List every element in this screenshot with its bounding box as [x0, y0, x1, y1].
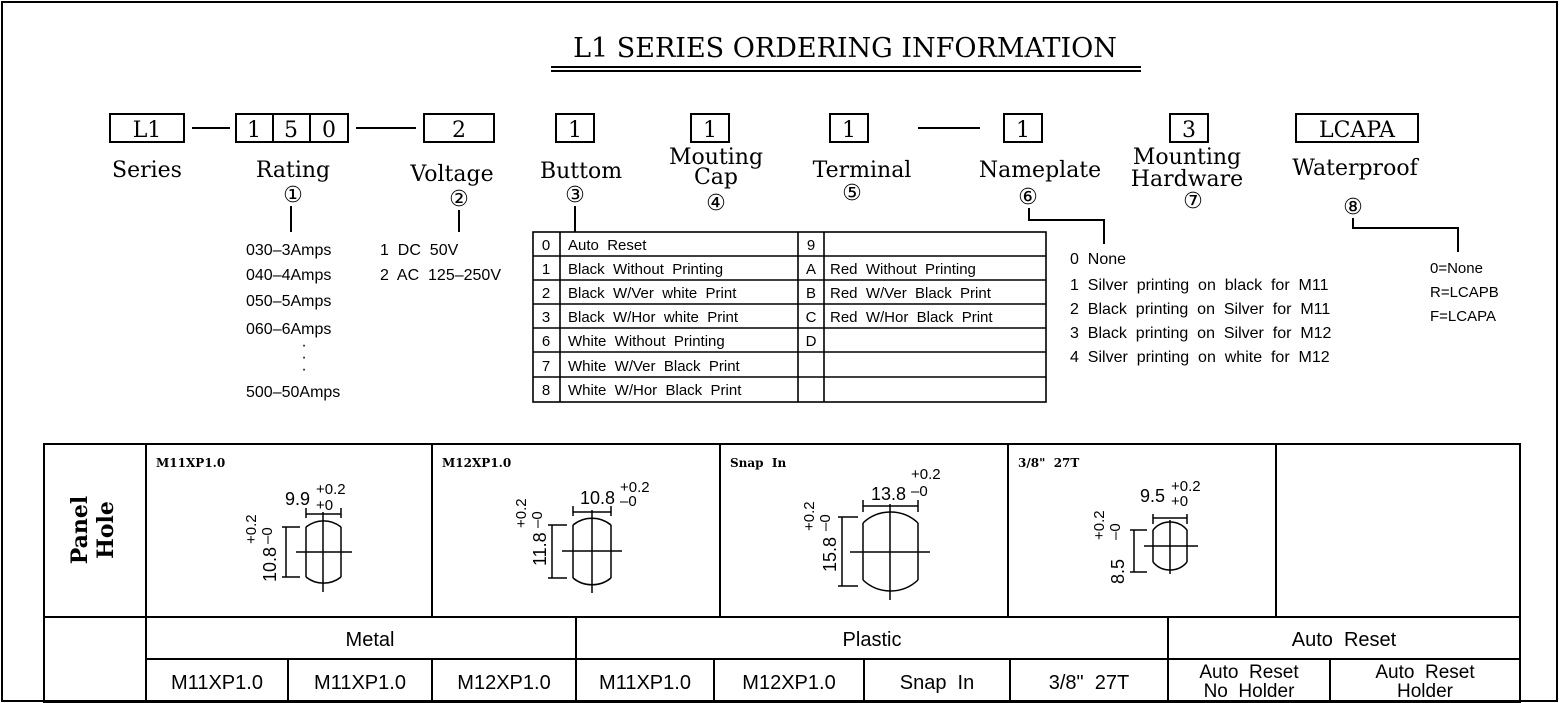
- waterproof-option: 0=None: [1430, 260, 1483, 277]
- voltage-option: 1 DC 50V: [380, 242, 459, 259]
- code-rating-digit-3: 0: [322, 118, 336, 143]
- panel-hole-name: M12XP1.0: [442, 456, 512, 470]
- item-cell-auto-reset-holder-2: Holder: [1397, 681, 1453, 702]
- panel-hole-cell-3-8-27t: [1018, 456, 1201, 584]
- leader-lines: [291, 206, 1458, 252]
- code-terminal: 1: [842, 118, 856, 143]
- panel-hole-tol-v-up: +0.2: [243, 514, 260, 544]
- panel-hole-tol-h-dn: +0: [1171, 493, 1189, 510]
- button-code: 3: [541, 309, 551, 326]
- nameplate-option: 1 Silver printing on black for M11: [1070, 277, 1329, 294]
- item-cell-auto-reset-no-holder-2: No Holder: [1203, 681, 1295, 702]
- panel-hole-tol-h-dn: +0: [316, 497, 334, 514]
- group-header-metal: Metal: [345, 629, 395, 651]
- panel-hole-tol-h-up: +0.2: [1171, 478, 1201, 495]
- panel-hole-tol-v-up: +0.2: [801, 501, 818, 531]
- panel-hole-tol-h-up: +0.2: [316, 481, 346, 498]
- code-nameplate: 1: [1016, 118, 1030, 143]
- panel-hole-tol-h-dn: –0: [911, 483, 928, 500]
- item-cell-auto-reset-no-holder-1: Auto Reset: [1199, 662, 1299, 683]
- button-code: D: [805, 333, 817, 350]
- panel-hole-cell-m11: [156, 456, 352, 592]
- button-desc: Red W/Hor Black Print: [830, 309, 993, 326]
- label-mounting-cap-2: Cap: [693, 165, 739, 190]
- code-button: 1: [568, 118, 582, 143]
- panel-hole-dim-h: 10.8: [580, 488, 616, 508]
- voltage-option: 2 AC 125–250V: [380, 267, 501, 284]
- waterproof-option: R=LCAPB: [1430, 284, 1499, 301]
- label-rating: Rating: [255, 158, 331, 183]
- button-code: 8: [541, 382, 551, 399]
- button-code: 2: [541, 285, 551, 302]
- nameplate-option: 0 None: [1070, 251, 1127, 268]
- button-code: 9: [806, 237, 816, 254]
- item-cell-auto-reset-holder-1: Auto Reset: [1375, 662, 1475, 683]
- button-code: 0: [541, 237, 551, 254]
- code-series: L1: [132, 118, 162, 143]
- label-mounting-cap-1: Mouting: [668, 145, 764, 170]
- button-desc: White W/Ver Black Print: [568, 358, 740, 375]
- panel-hole-label-2: Hole: [93, 501, 119, 559]
- panel-hole-tol-v-dn: –0: [259, 527, 276, 544]
- panel-hole-name: Snap In: [730, 456, 787, 470]
- code-mounting-hardware: 3: [1182, 118, 1196, 143]
- panel-hole-dim-v: 8.5: [1108, 558, 1128, 584]
- waterproof-option: F=LCAPA: [1430, 308, 1496, 325]
- circled-number-8: ⑧: [1343, 194, 1363, 219]
- item-cell: M12XP1.0: [742, 672, 836, 694]
- item-cell: Snap In: [899, 672, 975, 694]
- panel-hole-tol-v-dn: –0: [1107, 523, 1124, 540]
- rating-ellipsis-dot: ·: [301, 361, 307, 378]
- code-mounting-cap: 1: [703, 118, 717, 143]
- panel-hole-label-1: Panel: [67, 495, 93, 565]
- group-header-auto-reset: Auto Reset: [1291, 629, 1397, 651]
- panel-hole-dim-v: 10.8: [260, 546, 280, 582]
- nameplate-option: 4 Silver printing on white for M12: [1070, 349, 1330, 366]
- rating-option: 060–6Amps: [246, 321, 332, 338]
- code-rating-digit-1: 1: [247, 118, 261, 143]
- panel-hole-name: M11XP1.0: [156, 456, 226, 470]
- panel-hole-dim-v: 15.8: [820, 536, 840, 572]
- button-table-cells: [542, 237, 994, 399]
- button-code: B: [805, 285, 817, 302]
- button-code: 7: [541, 358, 551, 375]
- panel-hole-tol-v-dn: –0: [817, 514, 834, 531]
- rating-option: 040–4Amps: [246, 267, 332, 284]
- panel-hole-cell-snap-in: [730, 456, 941, 600]
- button-code: C: [805, 309, 817, 326]
- panel-hole-dim-h: 9.9: [285, 489, 311, 509]
- item-cell: M12XP1.0: [457, 672, 551, 694]
- panel-hole-dim-v: 11.8: [530, 532, 550, 566]
- label-nameplate: Nameplate: [978, 158, 1102, 183]
- label-mounting-hardware-2: Hardware: [1130, 167, 1244, 192]
- item-cell: 3/8" 27T: [1048, 672, 1130, 694]
- button-desc: White Without Printing: [568, 333, 725, 350]
- button-desc: Black W/Ver white Print: [568, 285, 737, 302]
- item-cell: M11XP1.0: [314, 672, 406, 694]
- circled-number-1: ①: [283, 182, 303, 207]
- rating-option: 030–3Amps: [246, 242, 332, 259]
- button-desc: White W/Hor Black Print: [568, 382, 742, 399]
- page-title: L1 SERIES ORDERING INFORMATION: [573, 33, 1117, 64]
- nameplate-option: 3 Black printing on Silver for M12: [1070, 325, 1332, 342]
- panel-hole-dim-h: 9.5: [1140, 486, 1166, 506]
- rating-ellipsis-dot: ·: [301, 349, 307, 366]
- panel-hole-cell-m12: [442, 456, 650, 593]
- circled-number-2: ②: [449, 186, 469, 211]
- panel-hole-tol-v-dn: –0: [529, 511, 546, 528]
- panel-hole-tol-v-up: +0.2: [513, 498, 530, 528]
- rating-ellipsis-dot: ·: [301, 337, 307, 354]
- button-desc: Black W/Hor white Print: [568, 309, 739, 326]
- button-code: 6: [541, 333, 551, 350]
- rating-option: 050–5Amps: [246, 293, 332, 310]
- item-cell: M11XP1.0: [171, 672, 263, 694]
- code-boxes: [110, 114, 1418, 142]
- code-waterproof: LCAPA: [1318, 118, 1396, 143]
- button-desc: Black Without Printing: [568, 261, 724, 278]
- panel-hole-tol-v-up: +0.2: [1091, 510, 1108, 540]
- button-code: A: [805, 261, 817, 278]
- label-series: Series: [112, 158, 182, 183]
- nameplate-option: 2 Black printing on Silver for M11: [1070, 301, 1331, 318]
- button-desc: Red W/Ver Black Print: [830, 285, 991, 302]
- circled-number-4: ④: [706, 190, 726, 215]
- button-desc: Red Without Printing: [830, 261, 976, 278]
- circled-number-6: ⑥: [1018, 184, 1038, 209]
- item-cell: M11XP1.0: [599, 672, 691, 694]
- group-header-plastic: Plastic: [842, 629, 902, 651]
- label-terminal: Terminal: [812, 158, 912, 183]
- panel-hole-tol-h-up: +0.2: [620, 479, 650, 496]
- panel-hole-tol-h-dn: –0: [620, 493, 637, 510]
- label-mounting-hardware-1: Mounting: [1132, 145, 1242, 170]
- circled-number-5: ⑤: [842, 180, 862, 205]
- panel-hole-tol-h-up: +0.2: [911, 466, 941, 483]
- code-rating-digit-2: 5: [284, 118, 298, 143]
- label-button: Buttom: [539, 159, 623, 184]
- circled-number-7: ⑦: [1183, 188, 1203, 213]
- button-code: 1: [541, 261, 551, 278]
- rating-option: 500–50Amps: [246, 384, 341, 401]
- label-waterproof: Waterproof: [1292, 156, 1418, 181]
- button-desc: Auto Reset: [568, 237, 647, 254]
- circled-number-3: ③: [565, 182, 585, 207]
- code-voltage: 2: [452, 118, 466, 143]
- panel-hole-dim-h: 13.8: [871, 484, 907, 504]
- panel-hole-name: 3/8" 27T: [1018, 456, 1080, 470]
- label-voltage: Voltage: [410, 162, 494, 187]
